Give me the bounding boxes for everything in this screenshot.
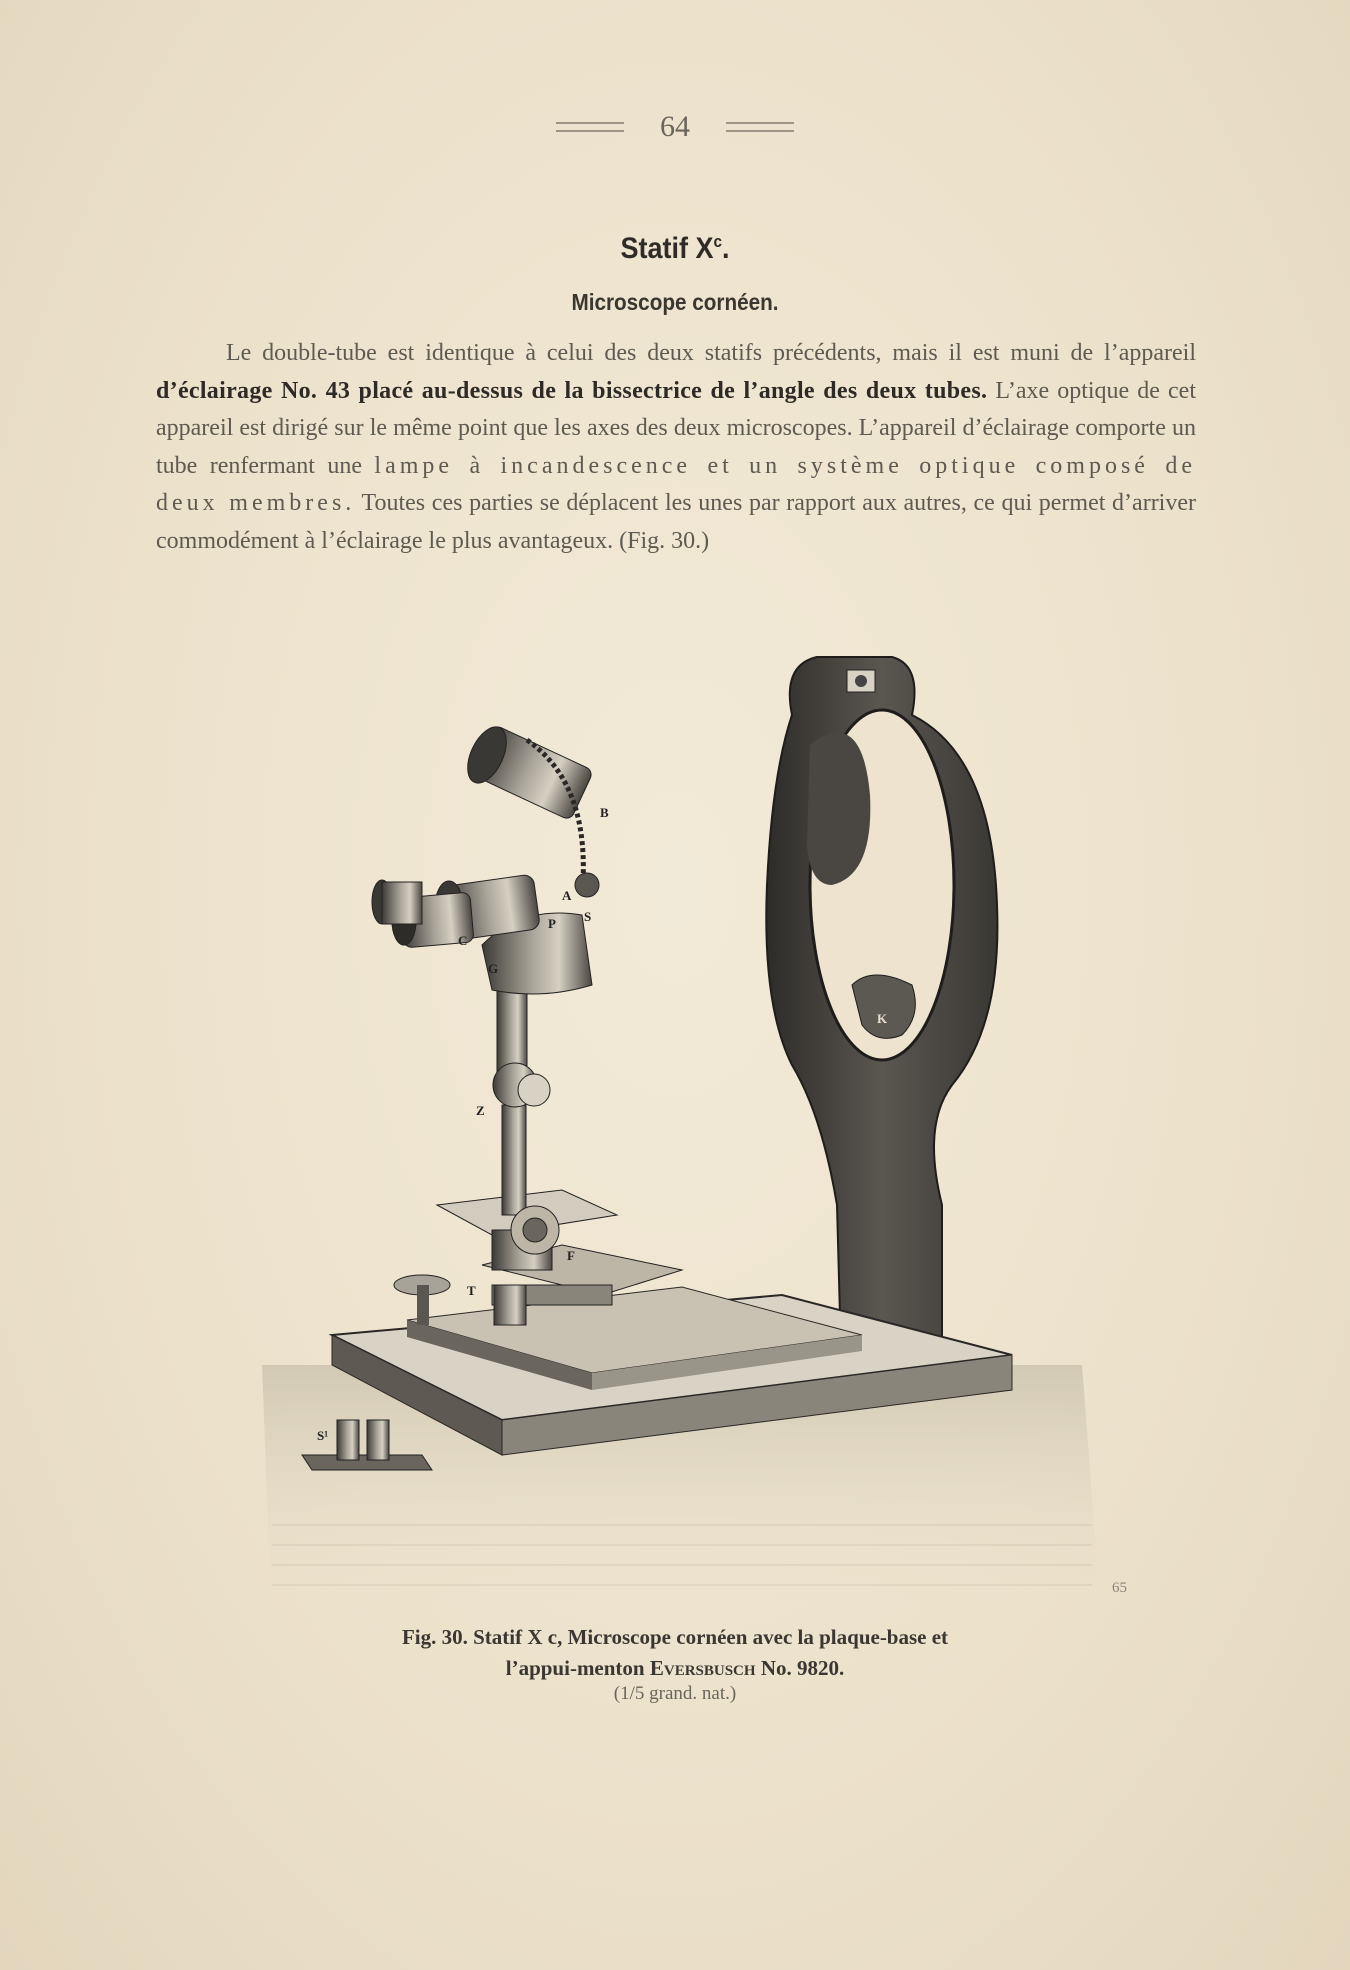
- header-rule-left: [556, 122, 624, 132]
- label-b: B: [600, 805, 609, 820]
- label-c: C: [458, 933, 468, 948]
- label-s1: S¹: [317, 1428, 329, 1443]
- paragraph-emphasis: d’éclairage No. 43 placé au-dessus de la bissectrice de l’angle des deux tubes.: [156, 377, 988, 404]
- title-text: Statif X: [620, 232, 714, 265]
- body-paragraph: [156, 335, 1196, 560]
- caption-line-2-start: l’appui-menton: [505, 1656, 650, 1680]
- label-z: Z: [476, 1103, 485, 1118]
- figure-scale: (1/5 grand. nat.): [613, 1683, 737, 1704]
- figure-side-number: 65: [1112, 1580, 1127, 1596]
- paragraph-text-2: L’axe optique de cet appareil est dirigé sur le même point que les axes des deux microscopes. L’appareil d’éclairage comporte un tube renfermant une: [156, 377, 1196, 479]
- label-k: K: [877, 1011, 888, 1026]
- label-t: T: [467, 1283, 476, 1298]
- label-p: P: [548, 916, 556, 931]
- microscope-illustration: [262, 645, 1098, 1615]
- paragraph-text-3: Toutes ces parties se déplacent les unes par rapport aux autres, ce qui permet d’arriver commodément à l’éclairage le plus avantageux. (Fig. 30.): [156, 490, 1196, 554]
- section-title: [68, 232, 1283, 266]
- page-number: 64: [660, 110, 690, 143]
- paragraph-text-1: Le double-tube est identique à celui des deux statifs précédents, mais il est muni de l’appareil: [226, 340, 1196, 366]
- section-subtitle: Microscope cornéen.: [571, 289, 779, 315]
- caption-line-2-end: No. 9820.: [755, 1656, 845, 1680]
- title-period: .: [722, 232, 730, 265]
- label-f: F: [567, 1248, 575, 1263]
- figure-caption: [0, 1622, 1350, 1684]
- caption-name: Eversbusch: [649, 1656, 756, 1680]
- double-tube: [372, 874, 592, 994]
- microscope-stand: [394, 975, 682, 1325]
- paragraph-spaced-text: lampe à incandescence et un système optique composé de deux membres.: [156, 452, 1196, 516]
- header-rule-right: [726, 122, 794, 132]
- caption-line-1: Fig. 30. Statif X c, Microscope cornéen avec la plaque-base et: [401, 1625, 949, 1649]
- caption-line-2: [0, 1653, 1350, 1684]
- illumination-apparatus: [460, 721, 599, 897]
- label-a: A: [562, 888, 572, 903]
- label-g: G: [488, 961, 499, 976]
- title-superscript: c: [713, 232, 723, 251]
- label-s: S: [584, 909, 592, 924]
- page-header: [0, 110, 1350, 144]
